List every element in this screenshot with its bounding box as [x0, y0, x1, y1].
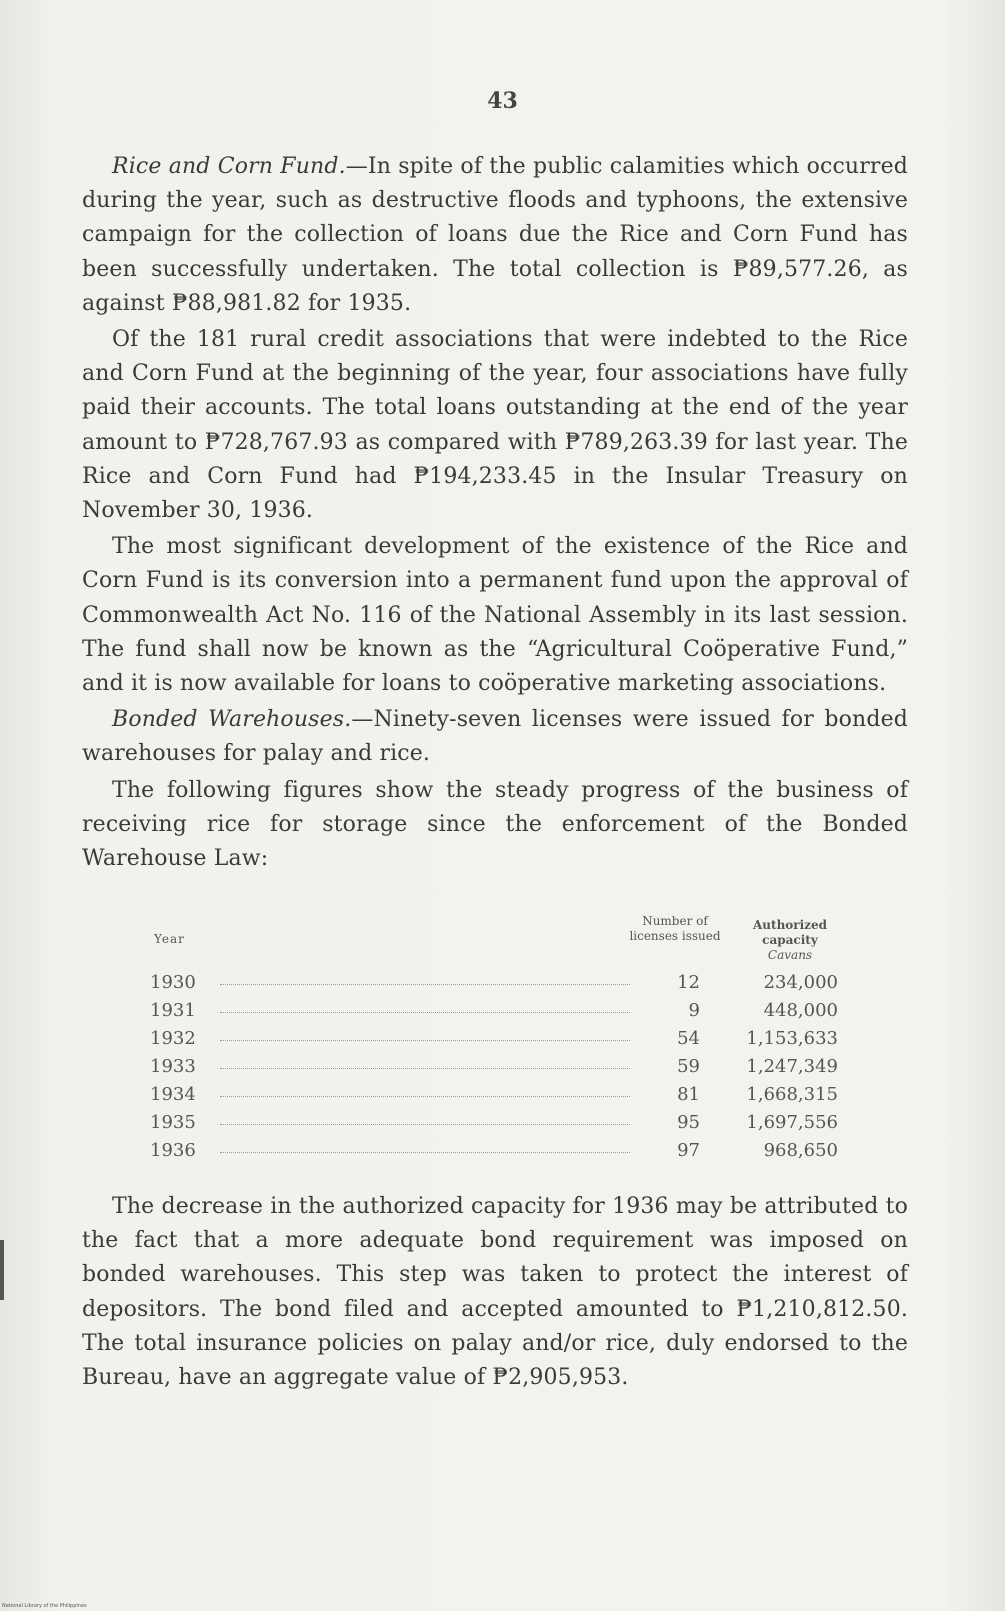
paragraph-text: —Ninety-seven licenses were issued for bonded warehouses for palay and rice.	[82, 707, 908, 767]
table-row	[150, 1084, 860, 1112]
paragraph-bonded-warehouses	[82, 703, 908, 771]
cell-year: 1934	[150, 1084, 196, 1105]
table-row	[150, 1028, 860, 1056]
cell-capacity: 234,000	[763, 972, 838, 993]
table-row	[150, 1112, 860, 1140]
dot-leader	[220, 1012, 630, 1013]
cell-capacity: 448,000	[763, 1000, 838, 1021]
cell-year: 1936	[150, 1140, 196, 1161]
cell-capacity: 1,247,349	[746, 1056, 838, 1077]
column-header-capacity-unit: Cavans	[767, 948, 813, 962]
cell-capacity: 1,668,315	[746, 1084, 838, 1105]
cell-year: 1931	[150, 1000, 196, 1021]
cell-year: 1932	[150, 1028, 196, 1049]
cell-capacity: 1,153,633	[746, 1028, 838, 1049]
column-header-licenses: Number of licenses issued	[629, 914, 721, 943]
cell-year: 1933	[150, 1056, 196, 1077]
paragraph-rural-credit	[82, 323, 908, 528]
dot-leader	[220, 1040, 630, 1041]
warehouse-table	[150, 914, 860, 1174]
section-heading-bonded-warehouses: Bonded Warehouses.	[112, 707, 352, 733]
paragraph-text: Of the 181 rural credit associations that were indebted to the Rice and Corn Fund at the beginning of the year, four associations have fully paid their accounts. The total loans outstanding at the end of the year amount to ₱728,767.93 as compared with ₱789,263.39 for last year. The Rice and Corn Fund had ₱194,233.45 in the Insular Treasury on November 30, 1936.	[82, 327, 908, 524]
table-row	[150, 1000, 860, 1028]
page-number: 43	[487, 88, 518, 114]
table-row	[150, 1140, 860, 1168]
scan-footer-note: National Library of the Philippines	[2, 1603, 87, 1609]
paragraph-figures-intro	[82, 774, 908, 877]
section-heading-rice-corn-fund: Rice and Corn Fund.	[112, 154, 346, 179]
cell-capacity: 1,697,556	[746, 1112, 838, 1133]
cell-capacity: 968,650	[763, 1140, 838, 1161]
cell-licenses: 81	[677, 1084, 700, 1105]
column-header-capacity-label: Authorized capacity	[752, 918, 828, 947]
cell-year: 1930	[150, 972, 196, 993]
dot-leader	[220, 1096, 630, 1097]
cell-licenses: 54	[677, 1028, 700, 1049]
paragraph-rice-corn-fund	[82, 150, 908, 321]
paragraph-text: —In spite of the public calamities which occurred during the year, such as destructive floods and typhoons, the extensive campaign for the collection of loans due the Rice and Corn Fund has been successfully undertaken. The total collection is ₱89,577.26, as against ₱88,981.82 for 1935.	[82, 154, 908, 316]
dot-leader	[220, 1152, 630, 1153]
table-row	[150, 1056, 860, 1084]
paragraph-text: The most significant development of the existence of the Rice and Corn Fund is its conversion into a permanent fund upon the approval of Commonwealth Act No. 116 of the National Assembly in its last session. The fund shall now be known as the “Agricultural Coöperative Fund,” and it is now available for loans to coöperative marketing associations.	[82, 534, 908, 697]
column-header-capacity	[730, 918, 850, 963]
closing-text	[82, 1190, 908, 1397]
dot-leader	[220, 1068, 630, 1069]
dot-leader	[220, 1124, 630, 1125]
dot-leader	[220, 984, 630, 985]
cell-licenses: 95	[677, 1112, 700, 1133]
paragraph-decrease: The decrease in the authorized capacity for 1936 may be attributed to the fact that a more adequate bond requirement was imposed on bonded warehouses. This step was taken to protect the interest of depositors. The bond filed and accepted amounted to ₱1,210,812.50. The total insurance policies on palay and/or rice, duly endorsed to the Bureau, have an aggregate value of ₱2,905,953.	[82, 1194, 908, 1391]
column-header-year: Year	[154, 932, 185, 946]
paragraph-conversion	[82, 530, 908, 701]
cell-licenses: 9	[688, 1000, 700, 1021]
paragraph-text: The following figures show the steady progress of the business of receiving rice for storage since the enforcement of the Bonded Warehouse Law:	[82, 777, 908, 872]
scan-edge-mark	[0, 1240, 4, 1300]
cell-licenses: 59	[677, 1056, 700, 1077]
cell-licenses: 97	[677, 1140, 700, 1161]
body-text	[82, 150, 908, 878]
table-row	[150, 972, 860, 1000]
cell-year: 1935	[150, 1112, 196, 1133]
cell-licenses: 12	[677, 972, 700, 993]
